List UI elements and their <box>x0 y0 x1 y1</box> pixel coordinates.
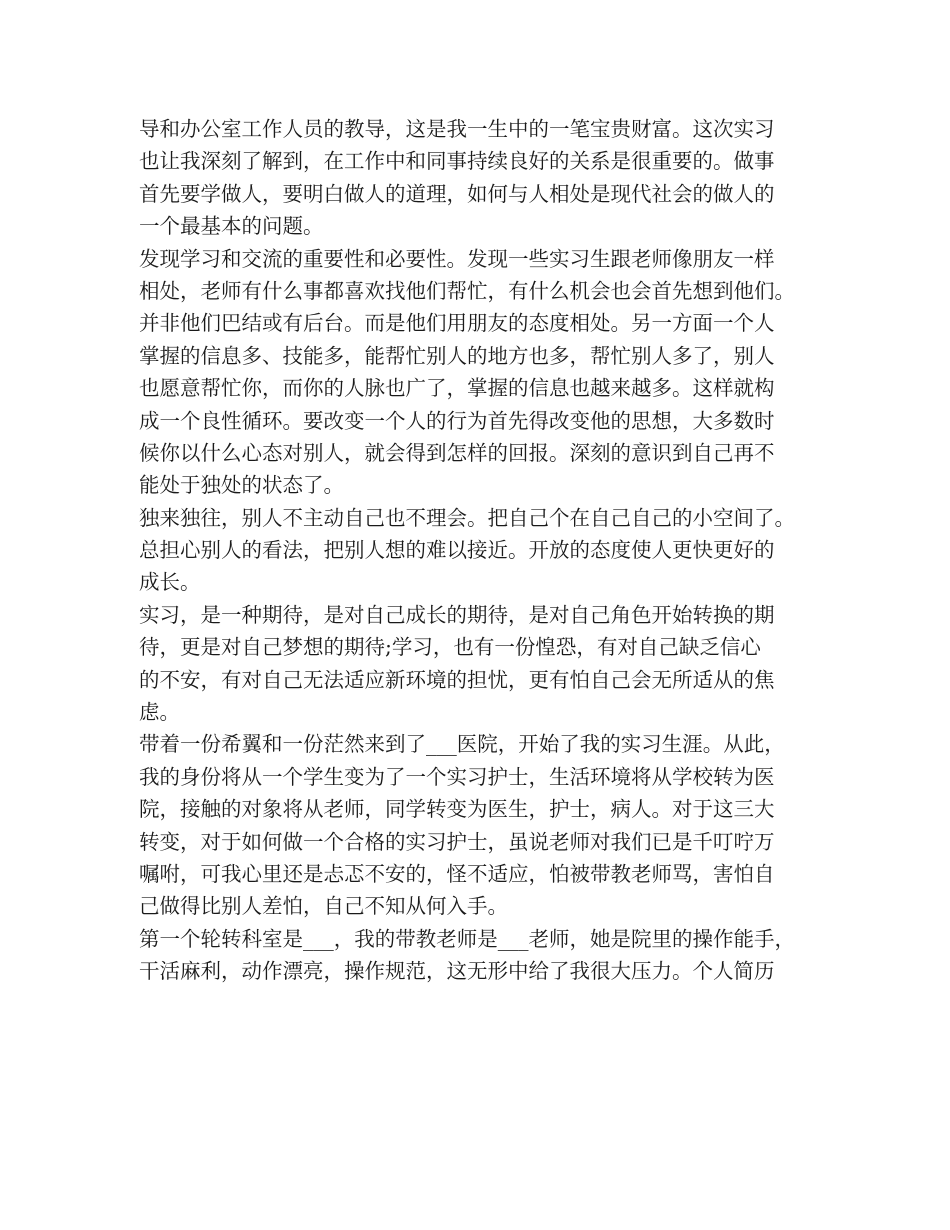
text-line: 成长。 <box>139 570 201 595</box>
text-line: 我的身份将从一个学生变为了一个实习护士，生活环境将从学校转为医 <box>139 764 775 789</box>
text-line: 带着一份希翼和一份茫然来到了___医院，开始了我的实习生涯。从此， <box>139 732 785 757</box>
text-line: 总担心别人的看法，把别人想的难以接近。开放的态度使人更快更好的 <box>139 538 775 563</box>
text-line: 己做得比别人差怕，自己不知从何入手。 <box>139 894 508 919</box>
text-line: 第一个轮转科室是___，我的带教老师是___老师，她是院里的操作能手， <box>139 926 795 951</box>
text-line: 并非他们巴结或有后台。而是他们用朋友的态度相处。另一方面一个人 <box>139 311 775 336</box>
text-line: 院，接触的对象将从老师，同学转变为医生，护士，病人。对于这三大 <box>139 797 775 822</box>
text-line: 成一个良性循环。要改变一个人的行为首先得改变他的思想，大多数时 <box>139 408 775 433</box>
text-line: 实习，是一种期待，是对自己成长的期待，是对自己角色开始转换的期 <box>139 602 775 627</box>
text-line: 候你以什么心态对别人，就会得到怎样的回报。深刻的意识到自己再不 <box>139 440 775 465</box>
text-line: 的不安，有对自己无法适应新环境的担忧，更有怕自己会无所适从的焦 <box>139 667 775 692</box>
text-line: 发现学习和交流的重要性和必要性。发现一些实习生跟老师像朋友一样 <box>139 246 775 271</box>
text-line: 独来独往，别人不主动自己也不理会。把自己个在自己自己的小空间了。 <box>139 505 795 530</box>
text-line: 也让我深刻了解到，在工作中和同事持续良好的关系是很重要的。做事 <box>139 149 775 174</box>
text-line: 转变，对于如何做一个合格的实习护士，虽说老师对我们已是千叮咛万 <box>139 829 775 854</box>
document-body <box>139 113 839 988</box>
text-line: 也愿意帮忙你，而你的人脉也广了，掌握的信息也越来越多。这样就构 <box>139 376 775 401</box>
text-line: 首先要学做人，要明白做人的道理，如何与人相处是现代社会的做人的 <box>139 181 775 206</box>
text-line: 一个最基本的问题。 <box>139 214 324 239</box>
text-line: 相处，老师有什么事都喜欢找他们帮忙，有什么机会也会首先想到他们。 <box>139 278 795 303</box>
text-line: 虑。 <box>139 700 180 725</box>
text-line: 待，更是对自己梦想的期待;学习，也有一份惶恐，有对自己缺乏信心 <box>139 635 761 660</box>
text-line: 掌握的信息多、技能多，能帮忙别人的地方也多，帮忙别人多了，别人 <box>139 343 775 368</box>
text-line: 能处于独处的状态了。 <box>139 473 344 498</box>
text-line: 嘱咐，可我心里还是忐忑不安的，怪不适应，怕被带教老师骂，害怕自 <box>139 861 775 886</box>
text-line: 干活麻利，动作漂亮，操作规范，这无形中给了我很大压力。个人简历 <box>139 959 775 984</box>
text-line: 导和办公室工作人员的教导，这是我一生中的一笔宝贵财富。这次实习 <box>139 117 775 141</box>
